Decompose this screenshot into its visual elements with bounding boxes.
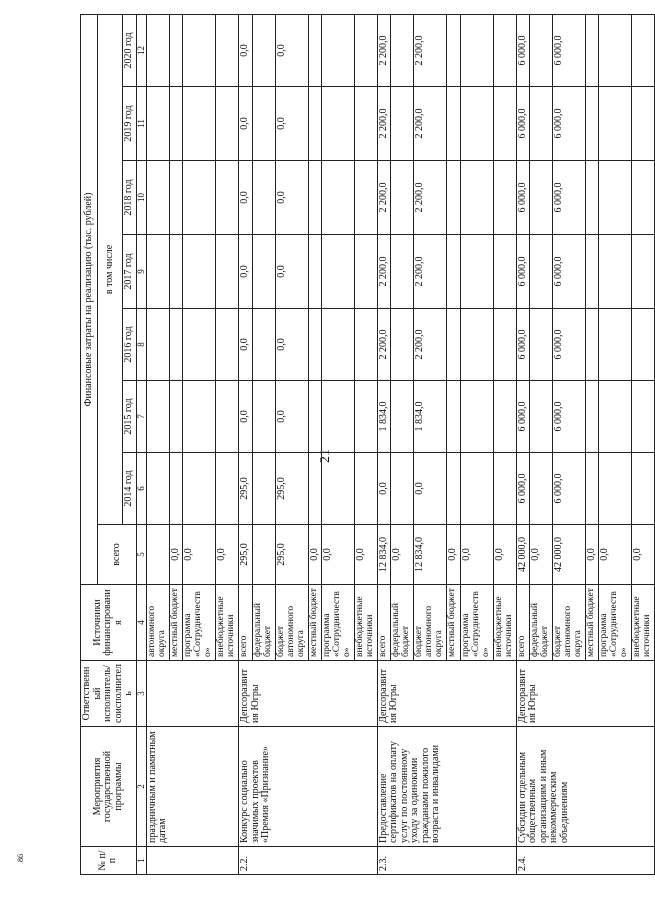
- cell-year-value: 295,0: [239, 453, 253, 525]
- cell-year-value: [632, 309, 655, 381]
- column-index: 4: [136, 585, 146, 661]
- cell-year-value: [146, 235, 169, 309]
- cell-year-value: [322, 87, 355, 161]
- cell-num: 2.3.: [377, 847, 516, 875]
- cell-year-value: [308, 453, 322, 525]
- cell-year-value: [322, 453, 355, 525]
- cell-year-value: [216, 14, 239, 86]
- table-row: [239, 14, 253, 874]
- cell-year-value: 2 200,0: [414, 14, 447, 86]
- cell-year-value: [252, 381, 275, 453]
- column-index: 2: [136, 727, 146, 847]
- cell-year-value: [530, 235, 553, 309]
- cell-year-value: [252, 235, 275, 309]
- cell-year-value: [322, 309, 355, 381]
- header-incl: в том числе: [98, 14, 123, 524]
- cell-source: бюджет автономного округа: [275, 585, 308, 661]
- cell-year-value: [322, 161, 355, 235]
- cell-source: местный бюджет: [447, 585, 461, 661]
- cell-year-value: 6 000,0: [516, 14, 530, 86]
- cell-year-value: [460, 161, 493, 235]
- cell-year-value: [585, 87, 599, 161]
- column-index: 10: [136, 161, 146, 235]
- cell-year-value: [530, 14, 553, 86]
- cell-num: 2.4.: [516, 847, 655, 875]
- cell-year-value: [216, 453, 239, 525]
- cell-year-value: [169, 87, 183, 161]
- header-year: 2017 год: [123, 235, 137, 309]
- cell-year-value: 0,0: [239, 14, 253, 86]
- cell-source: внебюджетные источники: [493, 585, 516, 661]
- cell-event: Конкурс социально значимых проектов «Премия «Признание»: [239, 727, 378, 847]
- cell-year-value: [493, 161, 516, 235]
- header-year: 2014 год: [123, 453, 137, 525]
- cell-year-value: [183, 161, 216, 235]
- cell-year-value: [183, 381, 216, 453]
- cell-year-value: [599, 161, 632, 235]
- cell-year-value: [169, 161, 183, 235]
- cell-year-value: [447, 235, 461, 309]
- cell-year-value: [585, 14, 599, 86]
- cell-year-value: [460, 453, 493, 525]
- cell-total: 295,0: [239, 525, 253, 585]
- cell-year-value: [530, 161, 553, 235]
- cell-total: 0,0: [216, 525, 239, 585]
- cell-event: праздничным и памятным датам: [146, 727, 238, 847]
- cell-year-value: [460, 381, 493, 453]
- cell-year-value: [391, 381, 414, 453]
- cell-year-value: 2 200,0: [377, 161, 391, 235]
- cell-year-value: [530, 87, 553, 161]
- financing-table: [80, 14, 655, 875]
- cell-year-value: [183, 309, 216, 381]
- rotated-table-container: [80, 15, 653, 875]
- cell-year-value: [447, 14, 461, 86]
- cell-year-value: 0,0: [275, 235, 308, 309]
- cell-year-value: 2 200,0: [377, 87, 391, 161]
- cell-total: 0,0: [391, 525, 414, 585]
- cell-year-value: [169, 14, 183, 86]
- column-index: 3: [136, 661, 146, 727]
- cell-year-value: [183, 14, 216, 86]
- cell-year-value: 6 000,0: [553, 87, 586, 161]
- cell-year-value: [308, 235, 322, 309]
- cell-year-value: [391, 161, 414, 235]
- cell-year-value: [252, 309, 275, 381]
- cell-year-value: 0,0: [377, 453, 391, 525]
- cell-total: 42 000,0: [516, 525, 530, 585]
- cell-year-value: [632, 453, 655, 525]
- cell-year-value: 2 200,0: [414, 235, 447, 309]
- cell-year-value: [308, 381, 322, 453]
- cell-source: программа «Сотрудничество»: [183, 585, 216, 661]
- cell-year-value: 0,0: [275, 381, 308, 453]
- header-source: Источники финансирования: [81, 585, 137, 661]
- cell-total: [146, 525, 169, 585]
- header-total: всего: [98, 525, 137, 585]
- cell-year-value: [460, 87, 493, 161]
- cell-year-value: 6 000,0: [553, 235, 586, 309]
- cell-year-value: [391, 87, 414, 161]
- table-row: [146, 14, 169, 874]
- cell-year-value: [354, 235, 377, 309]
- cell-source: всего: [516, 585, 530, 661]
- cell-year-value: [447, 381, 461, 453]
- cell-num: [146, 847, 238, 875]
- cell-year-value: [322, 14, 355, 86]
- cell-year-value: [585, 381, 599, 453]
- cell-event: Субсидии отдельным общественным организациям и иным некоммерческим объединениям: [516, 727, 655, 847]
- cell-year-value: [308, 87, 322, 161]
- header-year: 2018 год: [123, 161, 137, 235]
- cell-total: 0,0: [460, 525, 493, 585]
- cell-year-value: [169, 235, 183, 309]
- cell-total: 0,0: [354, 525, 377, 585]
- cell-source: федеральный бюджет: [252, 585, 275, 661]
- cell-year-value: 6 000,0: [553, 161, 586, 235]
- column-index: 11: [136, 87, 146, 161]
- cell-year-value: [169, 381, 183, 453]
- cell-year-value: 0,0: [239, 381, 253, 453]
- cell-year-value: [391, 309, 414, 381]
- cell-year-value: [460, 235, 493, 309]
- cell-year-value: [354, 309, 377, 381]
- cell-source: внебюджетные источники: [632, 585, 655, 661]
- cell-year-value: [252, 14, 275, 86]
- cell-total: 0,0: [183, 525, 216, 585]
- cell-year-value: [460, 309, 493, 381]
- cell-year-value: [530, 453, 553, 525]
- cell-year-value: 2 200,0: [377, 309, 391, 381]
- cell-year-value: [632, 161, 655, 235]
- page-number: 21: [318, 449, 333, 463]
- header-year: 2015 год: [123, 381, 137, 453]
- cell-total: 0,0: [493, 525, 516, 585]
- cell-year-value: 2 200,0: [414, 309, 447, 381]
- cell-year-value: 6 000,0: [516, 161, 530, 235]
- cell-year-value: 0,0: [239, 309, 253, 381]
- cell-total: 0,0: [599, 525, 632, 585]
- cell-year-value: [447, 161, 461, 235]
- column-index: 7: [136, 381, 146, 453]
- cell-executor: Депсоразвития Югры: [377, 661, 516, 727]
- cell-total: 295,0: [275, 525, 308, 585]
- cell-executor: Депсоразвития Югры: [239, 661, 378, 727]
- table-body: [146, 14, 654, 874]
- cell-year-value: [354, 381, 377, 453]
- cell-year-value: [308, 309, 322, 381]
- header-year: 2019 год: [123, 87, 137, 161]
- cell-year-value: [146, 161, 169, 235]
- cell-year-value: [599, 87, 632, 161]
- cell-total: 0,0: [322, 525, 355, 585]
- cell-total: 42 000,0: [553, 525, 586, 585]
- cell-year-value: [252, 87, 275, 161]
- cell-executor: [146, 661, 238, 727]
- cell-year-value: 0,0: [275, 14, 308, 86]
- cell-year-value: [322, 235, 355, 309]
- cell-year-value: 6 000,0: [516, 453, 530, 525]
- header-year: 2016 год: [123, 309, 137, 381]
- cell-year-value: [216, 381, 239, 453]
- cell-year-value: [308, 14, 322, 86]
- column-index: 6: [136, 453, 146, 525]
- cell-source: внебюджетные источники: [216, 585, 239, 661]
- footer-mark: 86: [16, 854, 25, 862]
- cell-year-value: [493, 381, 516, 453]
- cell-year-value: [493, 453, 516, 525]
- cell-year-value: [391, 14, 414, 86]
- cell-year-value: [585, 453, 599, 525]
- cell-year-value: [183, 453, 216, 525]
- cell-source: федеральный бюджет: [391, 585, 414, 661]
- cell-year-value: 1 834,0: [414, 381, 447, 453]
- header-num: № п/п: [81, 847, 137, 875]
- cell-year-value: 6 000,0: [516, 87, 530, 161]
- cell-source: федеральный бюджет: [530, 585, 553, 661]
- cell-total: 0,0: [447, 525, 461, 585]
- cell-year-value: [599, 14, 632, 86]
- cell-source: бюджет автономного округа: [414, 585, 447, 661]
- cell-year-value: [216, 161, 239, 235]
- cell-year-value: [252, 453, 275, 525]
- cell-year-value: [183, 235, 216, 309]
- cell-total: 12 834,0: [377, 525, 391, 585]
- cell-year-value: [216, 309, 239, 381]
- cell-num: 2.2.: [239, 847, 378, 875]
- cell-year-value: [252, 161, 275, 235]
- cell-executor: Депсоразвития Югры: [516, 661, 655, 727]
- cell-year-value: 6 000,0: [553, 381, 586, 453]
- cell-year-value: [585, 309, 599, 381]
- cell-year-value: [493, 87, 516, 161]
- cell-year-value: [146, 87, 169, 161]
- cell-year-value: [599, 453, 632, 525]
- cell-year-value: [322, 381, 355, 453]
- column-index: 1: [136, 847, 146, 875]
- cell-source: местный бюджет: [585, 585, 599, 661]
- cell-year-value: [460, 14, 493, 86]
- cell-year-value: [599, 309, 632, 381]
- cell-year-value: [391, 453, 414, 525]
- cell-year-value: [585, 161, 599, 235]
- cell-year-value: [354, 87, 377, 161]
- column-index: 12: [136, 14, 146, 86]
- cell-year-value: 2 200,0: [414, 87, 447, 161]
- cell-year-value: [599, 381, 632, 453]
- cell-year-value: [216, 235, 239, 309]
- cell-year-value: 2 200,0: [377, 14, 391, 86]
- column-index: 9: [136, 235, 146, 309]
- cell-year-value: [391, 235, 414, 309]
- cell-year-value: [447, 87, 461, 161]
- cell-year-value: [354, 161, 377, 235]
- cell-total: 0,0: [169, 525, 183, 585]
- cell-year-value: [216, 87, 239, 161]
- header-executor: Ответственный исполнитель/ соисполнитель: [81, 661, 137, 727]
- cell-year-value: [585, 235, 599, 309]
- cell-event: Предоставление сертификатов на оплату услуг по постоянному уходу за одинокими гражданами пожилого возраста и инвалидами: [377, 727, 516, 847]
- cell-year-value: [447, 309, 461, 381]
- cell-year-value: [447, 453, 461, 525]
- cell-year-value: [632, 14, 655, 86]
- cell-year-value: 6 000,0: [516, 235, 530, 309]
- cell-year-value: 295,0: [275, 453, 308, 525]
- cell-year-value: 0,0: [239, 235, 253, 309]
- cell-year-value: 6 000,0: [553, 14, 586, 86]
- cell-source: всего: [377, 585, 391, 661]
- cell-year-value: [183, 87, 216, 161]
- cell-year-value: [493, 235, 516, 309]
- cell-source: программа «Сотрудничество»: [322, 585, 355, 661]
- cell-year-value: 0,0: [275, 161, 308, 235]
- cell-source: местный бюджет: [308, 585, 322, 661]
- cell-year-value: 0,0: [239, 87, 253, 161]
- cell-source: всего: [239, 585, 253, 661]
- cell-year-value: [632, 87, 655, 161]
- cell-source: программа «Сотрудничество»: [460, 585, 493, 661]
- cell-year-value: [493, 309, 516, 381]
- cell-year-value: [146, 309, 169, 381]
- table-header: [81, 14, 147, 874]
- cell-year-value: [146, 381, 169, 453]
- header-event: Мероприятия государственной программы: [81, 727, 137, 847]
- column-index: 8: [136, 309, 146, 381]
- header-year: 2020 год: [123, 14, 137, 86]
- cell-year-value: [530, 381, 553, 453]
- cell-total: 0,0: [632, 525, 655, 585]
- cell-year-value: 6 000,0: [516, 309, 530, 381]
- cell-year-value: [632, 235, 655, 309]
- cell-source: автономного округа: [146, 585, 169, 661]
- cell-year-value: [493, 14, 516, 86]
- cell-year-value: 6 000,0: [553, 309, 586, 381]
- cell-total: 0,0: [530, 525, 553, 585]
- cell-year-value: 2 200,0: [377, 235, 391, 309]
- cell-year-value: [146, 453, 169, 525]
- cell-year-value: 2 200,0: [414, 161, 447, 235]
- cell-source: бюджет автономного округа: [553, 585, 586, 661]
- cell-total: 12 834,0: [414, 525, 447, 585]
- cell-year-value: 6 000,0: [553, 453, 586, 525]
- cell-year-value: [169, 309, 183, 381]
- cell-year-value: [169, 453, 183, 525]
- cell-year-value: 1 834,0: [377, 381, 391, 453]
- cell-year-value: [599, 235, 632, 309]
- cell-total: 0,0: [308, 525, 322, 585]
- cell-year-value: 0,0: [239, 161, 253, 235]
- cell-year-value: 0,0: [414, 453, 447, 525]
- cell-year-value: 6 000,0: [516, 381, 530, 453]
- table-row: [377, 14, 391, 874]
- cell-year-value: [354, 14, 377, 86]
- column-index: 5: [136, 525, 146, 585]
- cell-year-value: 0,0: [275, 87, 308, 161]
- cell-year-value: [530, 309, 553, 381]
- cell-source: программа «Сотрудничество»: [599, 585, 632, 661]
- header-financing: Финансовые затраты на реализацию (тыс. рублей): [81, 14, 98, 584]
- cell-year-value: 0,0: [275, 309, 308, 381]
- cell-year-value: [146, 14, 169, 86]
- cell-year-value: [354, 453, 377, 525]
- cell-source: местный бюджет: [169, 585, 183, 661]
- table-row: [516, 14, 530, 874]
- cell-source: внебюджетные источники: [354, 585, 377, 661]
- cell-year-value: [632, 381, 655, 453]
- cell-total: 0,0: [585, 525, 599, 585]
- cell-year-value: [308, 161, 322, 235]
- cell-total: [252, 525, 275, 585]
